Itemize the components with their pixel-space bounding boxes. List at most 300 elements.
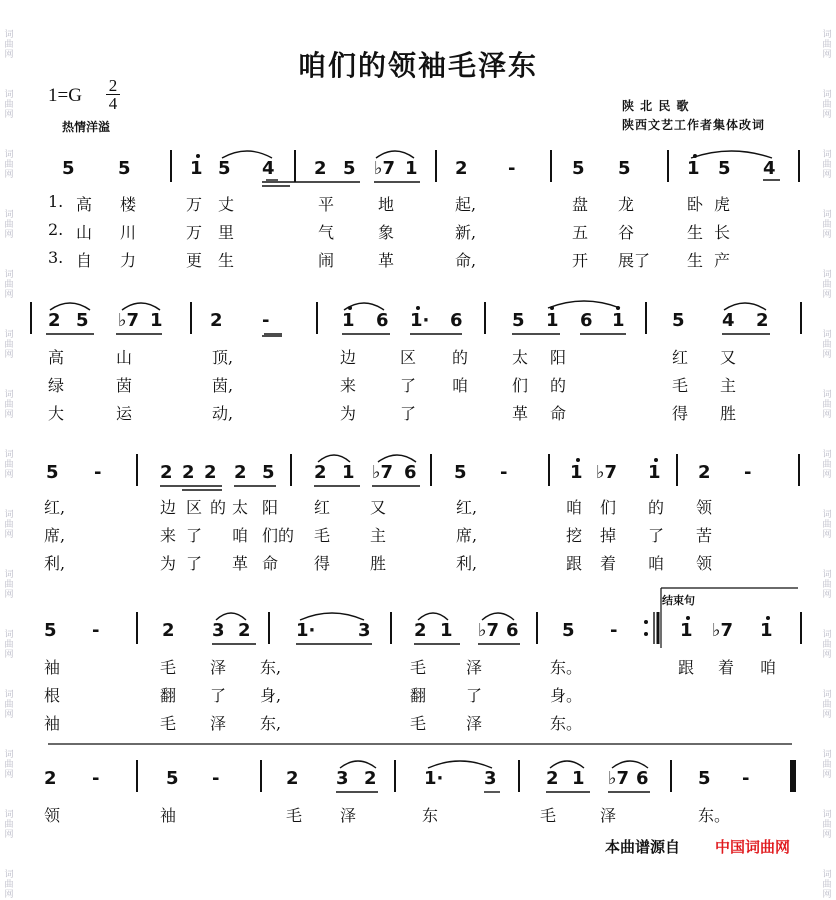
- lyric: 太: [232, 498, 249, 517]
- lyric: 了: [466, 686, 483, 705]
- lyric: 绿: [48, 376, 65, 395]
- lyric: 泽: [466, 714, 483, 733]
- watermark-char: 网: [4, 290, 14, 300]
- watermark-char: 词: [4, 810, 14, 820]
- watermark-char: 曲: [822, 220, 832, 230]
- lyric: 挖: [566, 526, 583, 545]
- note: -: [500, 462, 508, 483]
- watermark-char: 词: [822, 510, 832, 520]
- lyric: 得: [314, 554, 331, 573]
- watermark-char: 词: [4, 150, 14, 160]
- watermark-char: 词: [4, 870, 14, 880]
- lyric: 东,: [260, 658, 282, 677]
- watermark-char: 网: [822, 890, 832, 900]
- time-top: 2: [106, 77, 120, 95]
- lyric: 红: [314, 498, 331, 517]
- watermark-char: 网: [4, 710, 14, 720]
- lyric: 阳: [550, 348, 567, 367]
- lyric: 生: [687, 251, 704, 270]
- watermark-char: 词: [822, 330, 832, 340]
- note: -: [508, 158, 516, 179]
- lyric: 袖: [44, 714, 61, 733]
- slur: [300, 613, 364, 620]
- lyric: 咱: [452, 376, 469, 395]
- watermark-char: 词: [4, 90, 14, 100]
- lyric: 毛: [672, 376, 689, 395]
- watermark-char: 曲: [822, 520, 832, 530]
- footer-site: 中国词曲网: [715, 838, 791, 856]
- note: -: [610, 620, 618, 641]
- watermark-char: 网: [822, 410, 832, 420]
- note: 1: [342, 462, 355, 483]
- watermark-char: 网: [822, 650, 832, 660]
- octave-dot: [693, 154, 697, 158]
- lyric: 楼: [120, 195, 137, 214]
- watermark-char: 网: [822, 350, 832, 360]
- lyric: 红,: [44, 498, 66, 517]
- lyric: 山: [116, 348, 133, 367]
- note: 2: [210, 310, 223, 331]
- note: 1: [760, 620, 773, 641]
- lyric: 平: [318, 195, 335, 214]
- note: 2: [364, 768, 377, 789]
- song-title: 咱们的领袖毛泽东: [297, 49, 538, 82]
- lyric: 革: [512, 404, 529, 423]
- lyric: 长: [714, 223, 731, 242]
- lyric: 们的: [262, 526, 295, 545]
- watermark-char: 曲: [822, 700, 832, 710]
- lyric: 命: [550, 404, 567, 423]
- lyric: 身。: [550, 686, 583, 705]
- watermark-char: 词: [4, 450, 14, 460]
- note: -: [744, 462, 752, 483]
- repeat-dot: [644, 632, 648, 636]
- lyric: 3.: [48, 248, 64, 267]
- octave-dot: [654, 458, 658, 462]
- lyric: 革: [378, 251, 395, 270]
- lyric: 咱: [566, 498, 583, 517]
- lyric: 了: [400, 376, 417, 395]
- note: 1: [150, 310, 163, 331]
- lyric: 茵,: [212, 376, 234, 395]
- watermark-char: 曲: [822, 280, 832, 290]
- watermark-char: 网: [822, 290, 832, 300]
- note: 5: [512, 310, 525, 331]
- slur: [122, 303, 160, 310]
- watermark-char: 词: [4, 510, 14, 520]
- lyric: 领: [696, 554, 713, 573]
- note: 1: [440, 620, 453, 641]
- lyric: 2.: [48, 220, 64, 239]
- note: 3: [484, 768, 497, 789]
- watermark-char: 曲: [4, 820, 14, 830]
- lyric: 区: [400, 348, 417, 367]
- slur: [50, 303, 90, 310]
- note: 6: [636, 768, 649, 789]
- lyric: 生: [687, 223, 704, 242]
- note: 1: [572, 768, 585, 789]
- watermark-char: 网: [4, 530, 14, 540]
- lyric: 了: [400, 404, 417, 423]
- lyric: 泽: [210, 658, 227, 677]
- lyric: 产: [714, 251, 731, 270]
- watermark-char: 网: [4, 410, 14, 420]
- note: 1·: [296, 620, 316, 641]
- watermark-char: 网: [822, 710, 832, 720]
- lyric: 苦: [696, 526, 713, 545]
- octave-dot: [550, 306, 554, 310]
- lyric: 利,: [44, 554, 66, 573]
- lyric: 新,: [455, 223, 477, 242]
- watermark-char: 词: [4, 390, 14, 400]
- lyric: 们: [512, 376, 529, 395]
- watermark-char: 网: [822, 830, 832, 840]
- watermark-char: 曲: [4, 160, 14, 170]
- lyric: 主: [370, 526, 387, 545]
- note: 1·: [424, 768, 444, 789]
- lyric: 了: [186, 554, 203, 573]
- watermark-char: 曲: [4, 220, 14, 230]
- watermark-char: 网: [822, 470, 832, 480]
- lyric: 阳: [262, 498, 279, 517]
- slur: [318, 455, 350, 462]
- watermark-char: 曲: [822, 640, 832, 650]
- note: 5: [62, 158, 75, 179]
- note: 5: [76, 310, 89, 331]
- lyric: 利,: [456, 554, 478, 573]
- lyric: 主: [720, 376, 737, 395]
- note: 5: [118, 158, 131, 179]
- watermark-char: 词: [822, 270, 832, 280]
- lyric: 太: [512, 348, 529, 367]
- lyric: 东。: [550, 714, 583, 733]
- note: 2: [44, 768, 57, 789]
- slur: [691, 151, 772, 158]
- watermark-char: 词: [4, 30, 14, 40]
- watermark-char: 网: [822, 530, 832, 540]
- note: ♭7: [478, 620, 500, 641]
- note: 2: [238, 620, 251, 641]
- note: 1: [342, 310, 355, 331]
- note: 2: [160, 462, 173, 483]
- lyric: 顶,: [212, 348, 234, 367]
- watermark-char: 词: [822, 390, 832, 400]
- watermark-char: 曲: [4, 700, 14, 710]
- watermark-char: 网: [822, 770, 832, 780]
- watermark-char: 网: [4, 230, 14, 240]
- watermark-char: 词: [4, 570, 14, 580]
- watermark-char: 词: [822, 570, 832, 580]
- note: 1: [687, 158, 700, 179]
- watermark-char: 词: [4, 630, 14, 640]
- lyric: 万: [186, 223, 203, 242]
- watermark-char: 曲: [4, 340, 14, 350]
- watermark-char: 曲: [822, 400, 832, 410]
- lyric: 红,: [456, 498, 478, 517]
- lyric: 茵: [116, 376, 133, 395]
- lyric: 得: [672, 404, 689, 423]
- note: 5: [454, 462, 467, 483]
- lyric: 五: [572, 223, 589, 242]
- lyric: 气: [318, 223, 335, 242]
- lyric: 席,: [456, 526, 478, 545]
- lyric: 来: [340, 376, 357, 395]
- lyric: 咱: [232, 526, 249, 545]
- octave-dot: [576, 458, 580, 462]
- lyric: 山: [76, 223, 93, 242]
- note: 5: [218, 158, 231, 179]
- note: 5: [572, 158, 585, 179]
- slur: [378, 455, 416, 462]
- watermark-char: 网: [822, 590, 832, 600]
- watermark-char: 网: [4, 650, 14, 660]
- lyric: 胜: [370, 554, 387, 573]
- note: 2: [414, 620, 427, 641]
- note: 2: [234, 462, 247, 483]
- lyric: 1.: [48, 192, 64, 211]
- lyric: 们: [600, 498, 617, 517]
- lyric: 自: [76, 251, 93, 270]
- note: -: [742, 768, 750, 789]
- lyric: 东: [422, 806, 439, 825]
- lyric: 跟: [566, 554, 583, 573]
- lyric: 翻: [410, 686, 427, 705]
- watermark-char: 网: [4, 890, 14, 900]
- credit-arranger: 陕西文艺工作者集体改词: [622, 118, 766, 132]
- note: 1: [570, 462, 583, 483]
- lyric: 泽: [340, 806, 357, 825]
- watermark-char: 网: [822, 230, 832, 240]
- watermark-char: 曲: [822, 100, 832, 110]
- lyric: 领: [696, 498, 713, 517]
- note: ♭7: [372, 462, 394, 483]
- watermark-char: 词: [822, 210, 832, 220]
- lyric: 丈: [218, 195, 235, 214]
- note: -: [262, 310, 270, 331]
- note: -: [94, 462, 102, 483]
- note: ♭7: [608, 768, 630, 789]
- note: 6: [450, 310, 463, 331]
- watermark-char: 词: [4, 210, 14, 220]
- note: 6: [580, 310, 593, 331]
- lyric: 谷: [618, 223, 635, 242]
- lyric: 着: [600, 554, 617, 573]
- slur: [724, 303, 766, 310]
- lyric: 的: [452, 348, 469, 367]
- note: 2: [756, 310, 769, 331]
- slur: [548, 301, 620, 308]
- lyric: 泽: [210, 714, 227, 733]
- lyric: 胜: [720, 404, 737, 423]
- note: 3: [212, 620, 225, 641]
- lyric: 地: [378, 195, 395, 214]
- lyric: 又: [370, 498, 387, 517]
- lyric: 为: [160, 554, 177, 573]
- watermark-char: 词: [822, 30, 832, 40]
- note: ♭7: [118, 310, 140, 331]
- note: 3: [336, 768, 349, 789]
- lyric: 边: [160, 498, 177, 517]
- watermark-char: 网: [4, 830, 14, 840]
- lyric: 根: [44, 686, 61, 705]
- slur: [340, 761, 376, 768]
- note: 1: [190, 158, 203, 179]
- lyric: 了: [210, 686, 227, 705]
- lyric: 命,: [455, 251, 477, 270]
- watermark-char: 网: [4, 170, 14, 180]
- lyric: 闹: [318, 251, 335, 270]
- slur: [418, 613, 448, 620]
- watermark-char: 网: [4, 470, 14, 480]
- note: 5: [698, 768, 711, 789]
- slur: [428, 761, 492, 768]
- lyric: 龙: [618, 195, 635, 214]
- watermark-char: 词: [4, 270, 14, 280]
- note: ♭7: [712, 620, 734, 641]
- watermark-char: 曲: [4, 760, 14, 770]
- note: 4: [262, 158, 275, 179]
- note: 6: [506, 620, 519, 641]
- slur: [216, 613, 246, 620]
- watermark-char: 曲: [822, 760, 832, 770]
- note: 5: [562, 620, 575, 641]
- note: 6: [404, 462, 417, 483]
- note: 2: [455, 158, 468, 179]
- lyric: 虎: [714, 195, 731, 214]
- octave-dot: [348, 306, 352, 310]
- slur: [376, 151, 414, 158]
- watermark-char: 曲: [4, 880, 14, 890]
- octave-dot: [686, 616, 690, 620]
- note: 2: [698, 462, 711, 483]
- slur: [482, 613, 514, 620]
- credit-origin: 陕 北 民 歌: [622, 99, 690, 113]
- lyric: 命: [262, 554, 279, 573]
- octave-dot: [196, 154, 200, 158]
- lyric: 里: [218, 223, 235, 242]
- lyric: 掉: [600, 526, 617, 545]
- note: 1: [648, 462, 661, 483]
- watermark-char: 曲: [822, 460, 832, 470]
- watermark-char: 曲: [4, 520, 14, 530]
- watermark-char: 网: [4, 590, 14, 600]
- watermark-char: 曲: [4, 580, 14, 590]
- lyric: 的: [550, 376, 567, 395]
- watermark-char: 词: [822, 630, 832, 640]
- time-bottom: 4: [108, 94, 118, 113]
- lyric: 东。: [550, 658, 583, 677]
- lyric: 盘: [572, 195, 589, 214]
- lyric: 革: [232, 554, 249, 573]
- note: 1: [680, 620, 693, 641]
- lyric: 了: [648, 526, 665, 545]
- watermark-char: 曲: [822, 160, 832, 170]
- note: 5: [718, 158, 731, 179]
- lyric: 万: [186, 195, 203, 214]
- slur: [612, 761, 648, 768]
- watermark-char: 词: [822, 90, 832, 100]
- watermark-char: 词: [822, 450, 832, 460]
- note: -: [92, 620, 100, 641]
- lyric: 毛: [314, 526, 331, 545]
- lyric: 区: [186, 498, 203, 517]
- lyric: 边: [340, 348, 357, 367]
- lyric: 来: [160, 526, 177, 545]
- watermark-char: 词: [822, 870, 832, 880]
- watermark-char: 词: [4, 690, 14, 700]
- note: 5: [166, 768, 179, 789]
- lyric: 东。: [698, 806, 731, 825]
- note: ♭7: [596, 462, 618, 483]
- watermark-char: 曲: [822, 340, 832, 350]
- note: -: [212, 768, 220, 789]
- note: ♭7: [374, 158, 396, 179]
- note: 4: [722, 310, 735, 331]
- lyric: 了: [186, 526, 203, 545]
- note: 2: [314, 158, 327, 179]
- lyric: 翻: [160, 686, 177, 705]
- note: 1: [405, 158, 418, 179]
- lyric: 毛: [410, 714, 427, 733]
- footer-source: 本曲谱源自: [605, 838, 681, 856]
- watermark-char: 网: [4, 350, 14, 360]
- tempo-marking: 热情洋溢: [62, 120, 111, 134]
- lyric: 为: [340, 404, 357, 423]
- note: 1: [546, 310, 559, 331]
- watermark-char: 曲: [4, 40, 14, 50]
- lyric: 起,: [455, 195, 477, 214]
- note: 5: [262, 462, 275, 483]
- watermark-char: 词: [4, 750, 14, 760]
- lyric: 红: [672, 348, 689, 367]
- lyric: 袖: [160, 806, 177, 825]
- lyric: 毛: [160, 714, 177, 733]
- lyric: 运: [116, 404, 133, 423]
- note: 5: [46, 462, 59, 483]
- lyric: 高: [76, 195, 93, 214]
- note: 5: [44, 620, 57, 641]
- watermark-char: 网: [822, 50, 832, 60]
- lyric: 力: [120, 251, 137, 270]
- lyric: 毛: [540, 806, 557, 825]
- octave-dot: [766, 616, 770, 620]
- lyric: 又: [720, 348, 737, 367]
- ending-label: 结束句: [662, 594, 695, 607]
- lyric: 象: [378, 223, 395, 242]
- lyric: 袖: [44, 658, 61, 677]
- watermark-char: 曲: [822, 880, 832, 890]
- watermark-char: 网: [4, 50, 14, 60]
- note: -: [92, 768, 100, 789]
- lyric: 跟: [678, 658, 695, 677]
- watermark-char: 词: [822, 150, 832, 160]
- note: 2: [182, 462, 195, 483]
- watermark-char: 词: [822, 750, 832, 760]
- note: 2: [162, 620, 175, 641]
- lyric: 动,: [212, 404, 234, 423]
- key-signature: 1=G: [48, 85, 82, 106]
- note: 2: [546, 768, 559, 789]
- watermark-char: 曲: [822, 580, 832, 590]
- note: 2: [286, 768, 299, 789]
- slur: [550, 761, 584, 768]
- note: 1·: [410, 310, 430, 331]
- note: 5: [343, 158, 356, 179]
- watermark-char: 曲: [822, 820, 832, 830]
- octave-dot: [416, 306, 420, 310]
- note: 2: [48, 310, 61, 331]
- note: 4: [763, 158, 776, 179]
